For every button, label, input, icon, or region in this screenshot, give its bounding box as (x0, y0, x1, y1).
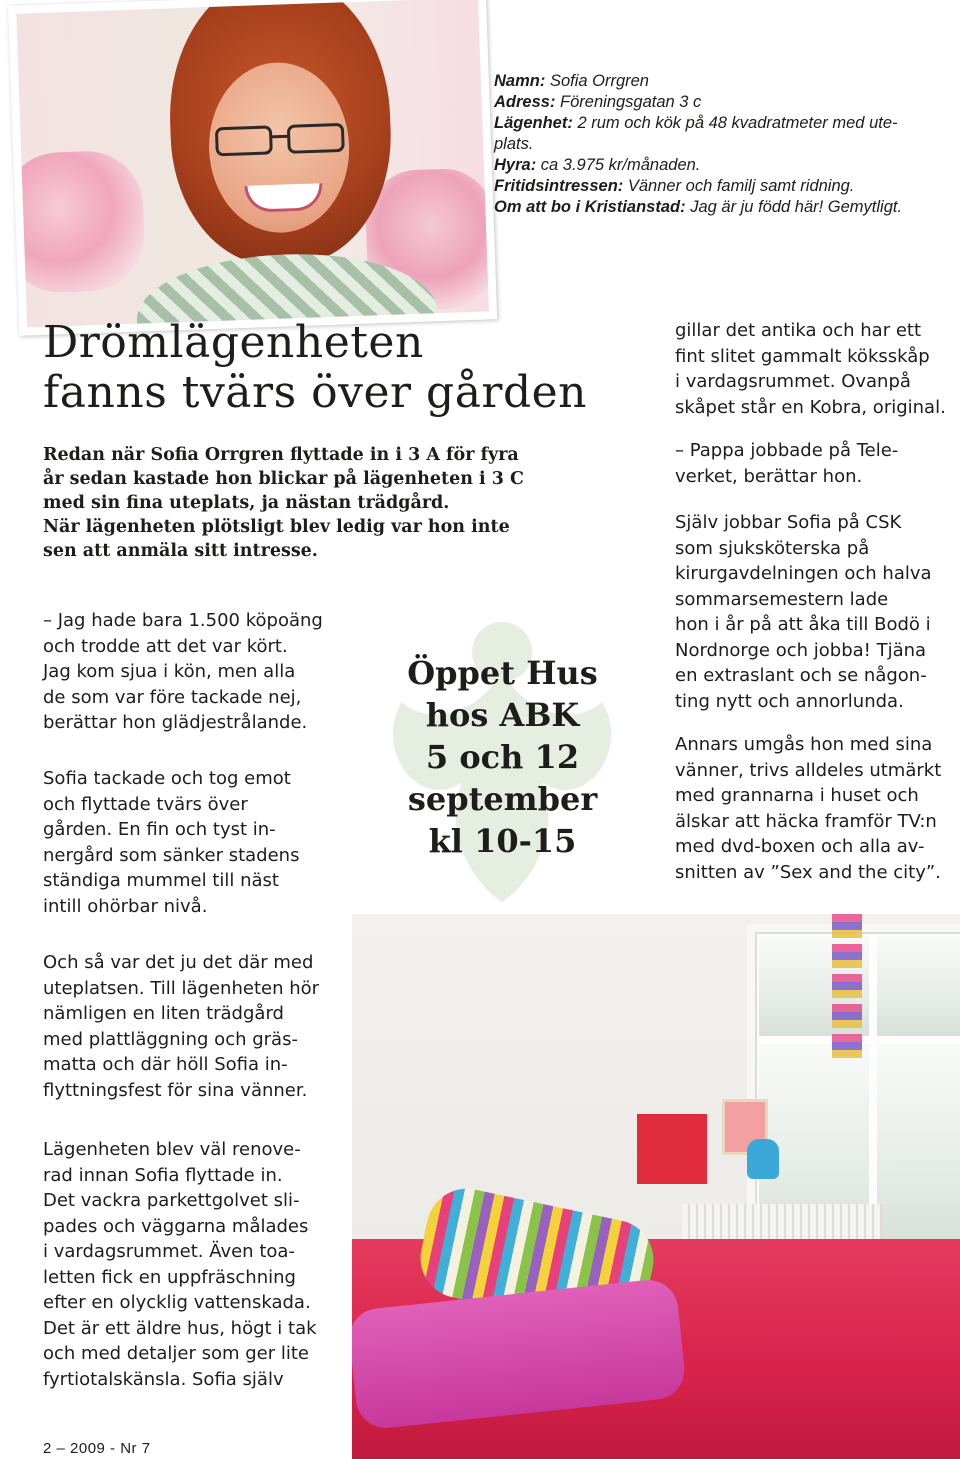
window-pane (877, 936, 960, 1036)
text-line: Lägenheten blev väl renove- (43, 1139, 301, 1160)
lead-line: sen att anmäla sitt intresse. (43, 541, 318, 561)
text-line: och med detaljer som ger lite (43, 1343, 309, 1364)
blue-vase (747, 1139, 779, 1179)
info-name-label: Namn: (494, 72, 546, 90)
info-name (494, 71, 944, 92)
column1-paragraph-1 (43, 608, 343, 736)
info-hobbies-label: Fritidsintressen: (494, 177, 624, 195)
text-line: intill ohörbar nivå. (43, 895, 208, 917)
info-kristianstad (494, 197, 944, 218)
portrait-image (16, 0, 489, 328)
glasses-icon (212, 120, 347, 159)
info-name-value: Sofia Orrgren (549, 72, 649, 90)
text-line: Själv jobbar Sofia på CSK (675, 512, 902, 533)
info-rent-value: ca 3.975 kr/månaden. (540, 156, 701, 174)
info-kristianstad-value: Jag är ju född här! Gemytligt. (690, 198, 903, 216)
info-apartment (494, 113, 944, 134)
text-line: berättar hon glädjestrålande. (43, 712, 308, 733)
text-line: gillar det antika och har ett (675, 320, 922, 341)
headline-line-1: Drömlägenheten (43, 317, 424, 368)
info-hobbies-value: Vänner och familj samt ridning. (627, 177, 855, 195)
text-line: skåpet står en Kobra, original. (675, 396, 946, 418)
lead-line: år sedan kastade hon blickar på lägenheten i 3 C (43, 469, 524, 489)
text-line: Jag kom sjua i kön, men alla (43, 661, 296, 682)
window-pane (877, 1044, 960, 1244)
page-footer: 2 – 2009 - Nr 7 (43, 1440, 151, 1457)
lead-paragraph (43, 443, 643, 563)
text-line: uteplatsen. Till lägenheten hör (43, 977, 320, 999)
portrait-photo (8, 0, 497, 336)
info-address (494, 92, 944, 113)
text-line: – Pappa jobbade på Tele- (675, 440, 899, 461)
lead-line: Redan när Sofia Orrgren flyttade in i 3 A för fyra (43, 445, 519, 465)
text-line: gården. En fin och tyst in- (43, 819, 276, 840)
text-line: Det är ett äldre hus, högt i tak (43, 1317, 317, 1339)
pink-pillow-left (16, 149, 146, 294)
info-apartment-label: Lägenhet: (494, 114, 573, 132)
column3-paragraph-3 (675, 510, 960, 714)
text-line: hon i år på att åka till Bodö i (675, 614, 931, 635)
lead-line: med sin fina uteplats, ja nästan trädgård. (43, 493, 450, 513)
column1-paragraph-4 (43, 1137, 343, 1392)
info-box (494, 71, 944, 218)
text-line: Och så var det ju det där med (43, 952, 314, 973)
text-line: Nordnorge och jobba! Tjäna (675, 639, 927, 661)
text-line: rad innan Sofia flyttade in. (43, 1164, 283, 1186)
text-line: i vardagsrummet. Ovanpå (675, 371, 911, 392)
info-address-value: Föreningsgatan 3 c (560, 93, 702, 111)
info-kristianstad-label: Om att bo i Kristianstad: (494, 198, 686, 216)
text-line: med dvd-boxen och alla av- (675, 836, 925, 857)
red-picture (637, 1114, 707, 1184)
column3-paragraph-2 (675, 438, 960, 489)
text-line: matta och där höll Sofia in- (43, 1054, 288, 1075)
open-house-line: Öppet Hus (407, 654, 598, 692)
bead-curtain (832, 914, 862, 1064)
info-address-label: Adress: (494, 93, 556, 111)
bedroom-photo (352, 914, 960, 1459)
open-house-line: hos ABK (425, 696, 580, 734)
text-line: och trodde att det var kört. (43, 635, 288, 657)
text-line: efter en olycklig vattenskada. (43, 1292, 311, 1313)
open-house-notice (360, 652, 645, 862)
text-line: nämligen en liten trädgård (43, 1003, 284, 1024)
text-line: ständiga mummel till näst (43, 870, 279, 891)
text-line: med grannarna i huset och (675, 785, 919, 806)
column3-paragraph-1 (675, 318, 960, 420)
text-line: Det vackra parkettgolvet sli- (43, 1190, 300, 1211)
text-line: fint slitet gammalt köksskåp (675, 345, 930, 367)
text-line: i vardagsrummet. Även toa- (43, 1241, 295, 1262)
open-house-line: 5 och 12 (425, 738, 580, 776)
text-line: som sjuksköterska på (675, 537, 870, 559)
headline-line-2: fanns tvärs över gården (43, 367, 588, 418)
text-line: älskar att häcka framför TV:n (675, 810, 937, 832)
text-line: flyttningsfest för sina vänner. (43, 1079, 308, 1101)
info-apartment-value-2: plats. (494, 135, 534, 153)
lead-line: När lägenheten plötsligt blev ledig var hon inte (43, 517, 510, 537)
text-line: pades och väggarna målades (43, 1215, 309, 1237)
text-line: ting nytt och annorlunda. (675, 690, 904, 712)
text-line: letten fick en uppfräschning (43, 1266, 296, 1288)
text-line: och flyttade tvärs över (43, 793, 248, 815)
column3-paragraph-4 (675, 732, 960, 885)
info-apartment-value-1: 2 rum och kök på 48 kvadratmeter med ute- (577, 114, 898, 132)
text-line: vänner, trivs alldeles utmärkt (675, 759, 942, 781)
text-line: nergård som sänker stadens (43, 844, 300, 866)
text-line: en extraslant och se någon- (675, 665, 927, 686)
open-house-line: kl 10-15 (428, 822, 577, 860)
text-line: fyrtiotalskänsla. Sofia själv (43, 1368, 284, 1390)
text-line: verket, berättar hon. (675, 465, 863, 487)
text-line: de som var före tackade nej, (43, 686, 302, 708)
text-line: sommarsemestern lade (675, 588, 889, 610)
column1-paragraph-3 (43, 950, 343, 1103)
text-line: kirurgavdelningen och halva (675, 563, 932, 584)
headline (43, 318, 663, 418)
column1-paragraph-2 (43, 766, 343, 919)
info-rent (494, 155, 944, 176)
info-rent-label: Hyra: (494, 156, 537, 174)
text-line: snitten av ”Sex and the city”. (675, 861, 941, 883)
info-hobbies (494, 176, 944, 197)
text-line: Sofia tackade och tog emot (43, 768, 291, 789)
text-line: med plattläggning och gräs- (43, 1028, 298, 1050)
open-house-line: september (407, 780, 598, 818)
text-line: Annars umgås hon med sina (675, 734, 933, 755)
text-line: – Jag hade bara 1.500 köpoäng (43, 610, 323, 631)
